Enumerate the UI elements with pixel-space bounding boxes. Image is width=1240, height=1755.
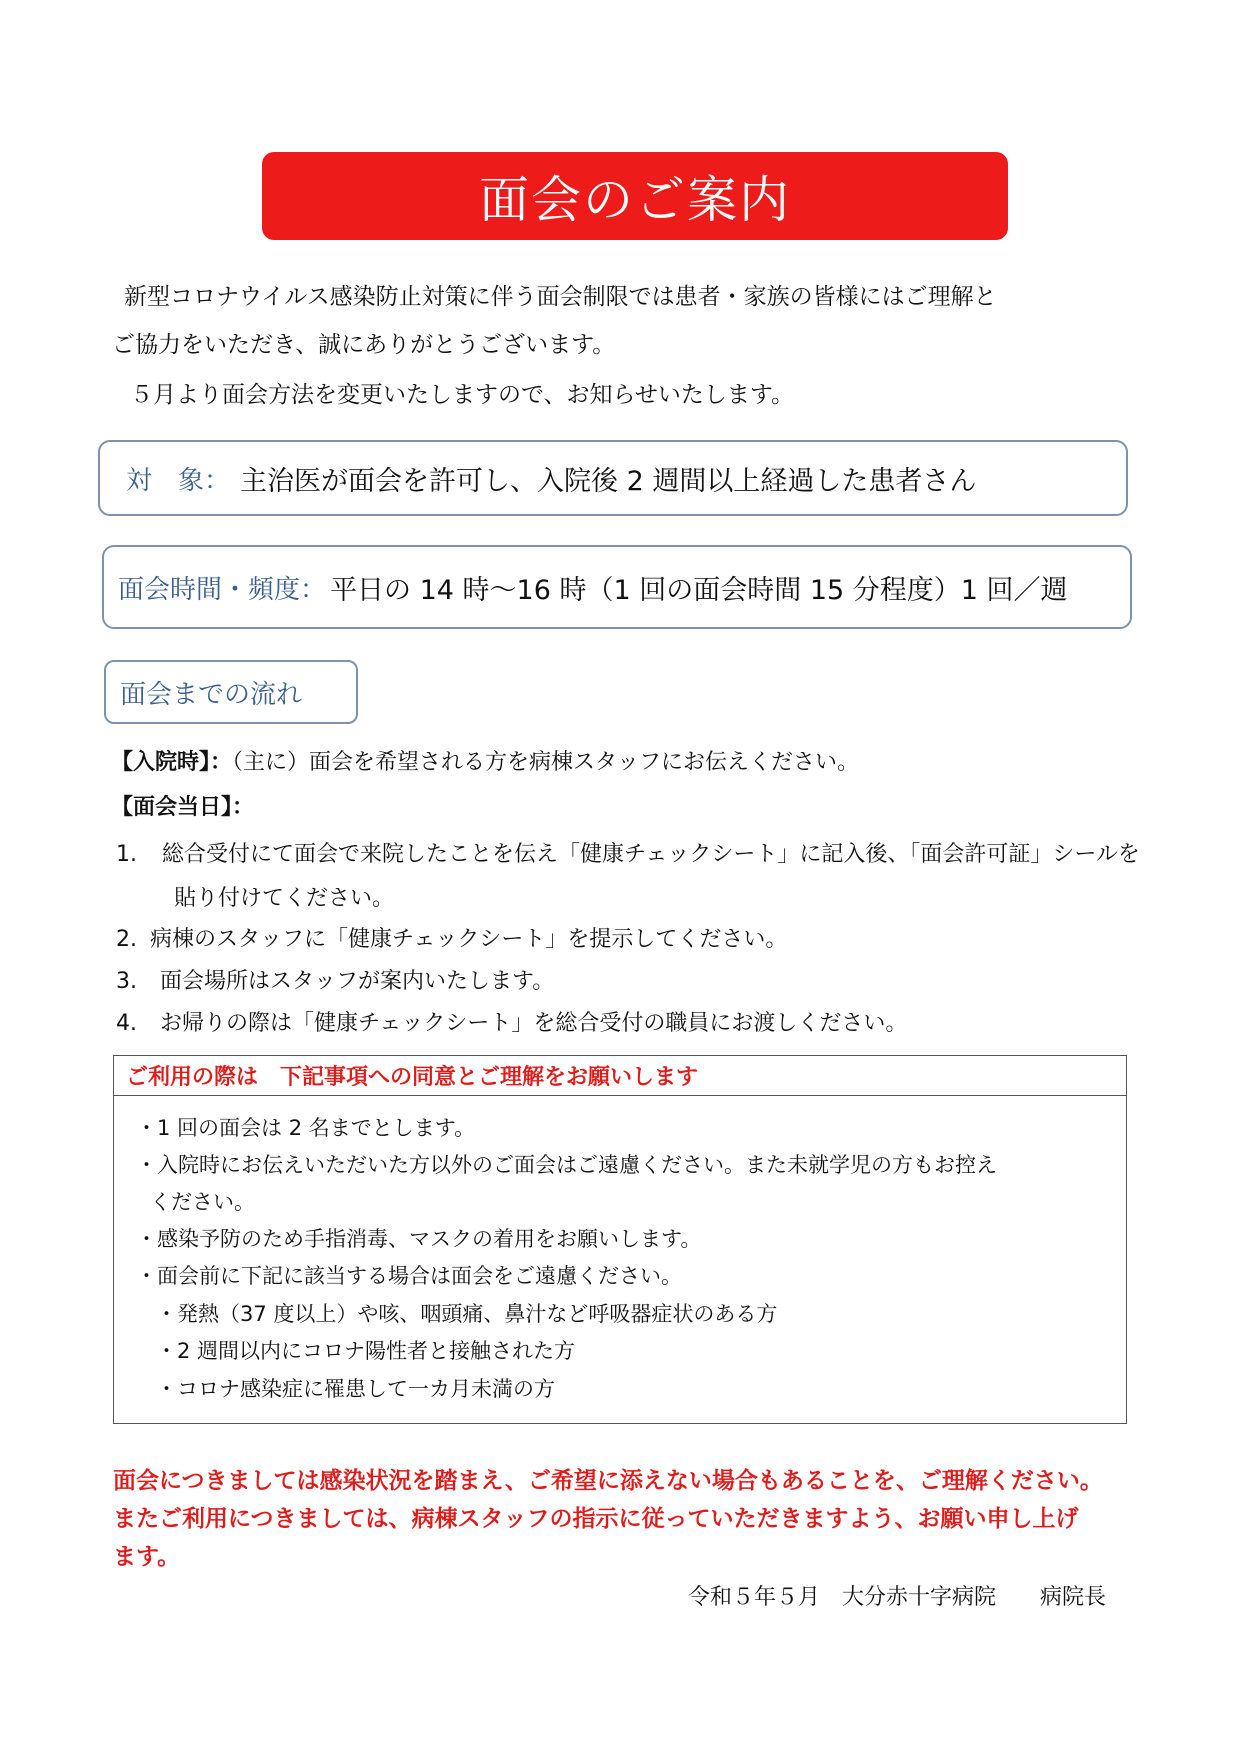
intro-line-3: ５月より面会方法を変更いたしますので、お知らせいたします。 (130, 382, 795, 408)
step-text: 面会場所はスタッフが案内いたします。 (160, 969, 555, 994)
notice-item: ・面会前に下記に該当する場合は面会をご遠慮ください。 (136, 1264, 682, 1288)
notice-box (113, 1055, 1127, 1424)
hours-value: 平日の 14 時～16 時（1 回の面会時間 15 分程度）1 回／週 (330, 574, 1068, 606)
notice-item: ・コロナ感染症に罹患して一カ月未満の方 (156, 1377, 555, 1401)
admission-text: （主に）面会を希望される方を病棟スタッフにお伝えください。 (232, 750, 860, 775)
intro-line-1: 新型コロナウイルス感染防止対策に伴う面会制限では患者・家族の皆様にはご理解と (124, 284, 997, 310)
step-number: 3. (116, 969, 137, 994)
intro-line-2: ご協力をいただき、誠にありがとうございます。 (112, 332, 616, 358)
notice-item: ・1 回の面会は 2 名までとします。 (136, 1116, 476, 1140)
step-text: 総合受付にて面会で来院したことを伝え「健康チェックシート」に記入後、「面会許可証」シールを (162, 842, 1140, 867)
hours-label: 面会時間・頻度： (118, 574, 327, 605)
notice-item: ・発熱（37 度以上）や咳、咽頭痛、鼻汁など呼吸器症状のある方 (156, 1302, 778, 1326)
target-value: 主治医が面会を許可し、入院後 2 週間以上経過した患者さん (240, 465, 977, 497)
target-box (98, 440, 1128, 516)
step-1-continued: 貼り付けてください。 (174, 886, 395, 911)
notice-item: ・感染予防のため手指消毒、マスクの着用をお願いします。 (136, 1227, 702, 1251)
notice-heading: ご利用の際は 下記事項への同意とご理解をお願いします (114, 1056, 1126, 1096)
step-number: 2. (116, 927, 137, 952)
visit-day-label: 【面会当日】： (111, 795, 255, 820)
flow-heading: 面会までの流れ (104, 660, 358, 724)
notice-item: ください。 (150, 1190, 255, 1214)
step-4 (116, 1006, 907, 1037)
step-number: 1. (116, 842, 137, 867)
step-1 (116, 837, 1140, 868)
notice-item: ・2 週間以内にコロナ陽性者と接触された方 (156, 1339, 576, 1363)
closing-line-3: ます。 (113, 1544, 181, 1570)
hours-box (102, 545, 1132, 629)
step-2 (116, 922, 787, 953)
notice-item: ・入院時にお伝えいただいた方以外のご面会はご遠慮ください。また未就学児の方もお控え (136, 1153, 997, 1177)
admission-label: 【入院時】： (111, 750, 233, 775)
step-text: 病棟のスタッフに「健康チェックシート」を提示してください。 (150, 927, 788, 952)
page-title: 面会のご案内 (479, 171, 791, 229)
closing-line-1: 面会につきましては感染状況を踏まえ、ご希望に添えない場合もあることを、ご理解ください。 (113, 1468, 1103, 1494)
target-label: 対 象： (126, 465, 231, 496)
title-banner (262, 152, 1008, 240)
step-number: 4. (116, 1011, 137, 1036)
step-3 (116, 964, 554, 995)
signature: 令和５年５月 大分赤十字病院 病院長 (687, 1585, 1106, 1610)
step-text: お帰りの際は「健康チェックシート」を総合受付の職員にお渡しください。 (160, 1011, 908, 1036)
closing-line-2: またご利用につきましては、病棟スタッフの指示に従っていただきますよう、お願い申し上げ (113, 1506, 1079, 1532)
admission-row (111, 745, 859, 776)
